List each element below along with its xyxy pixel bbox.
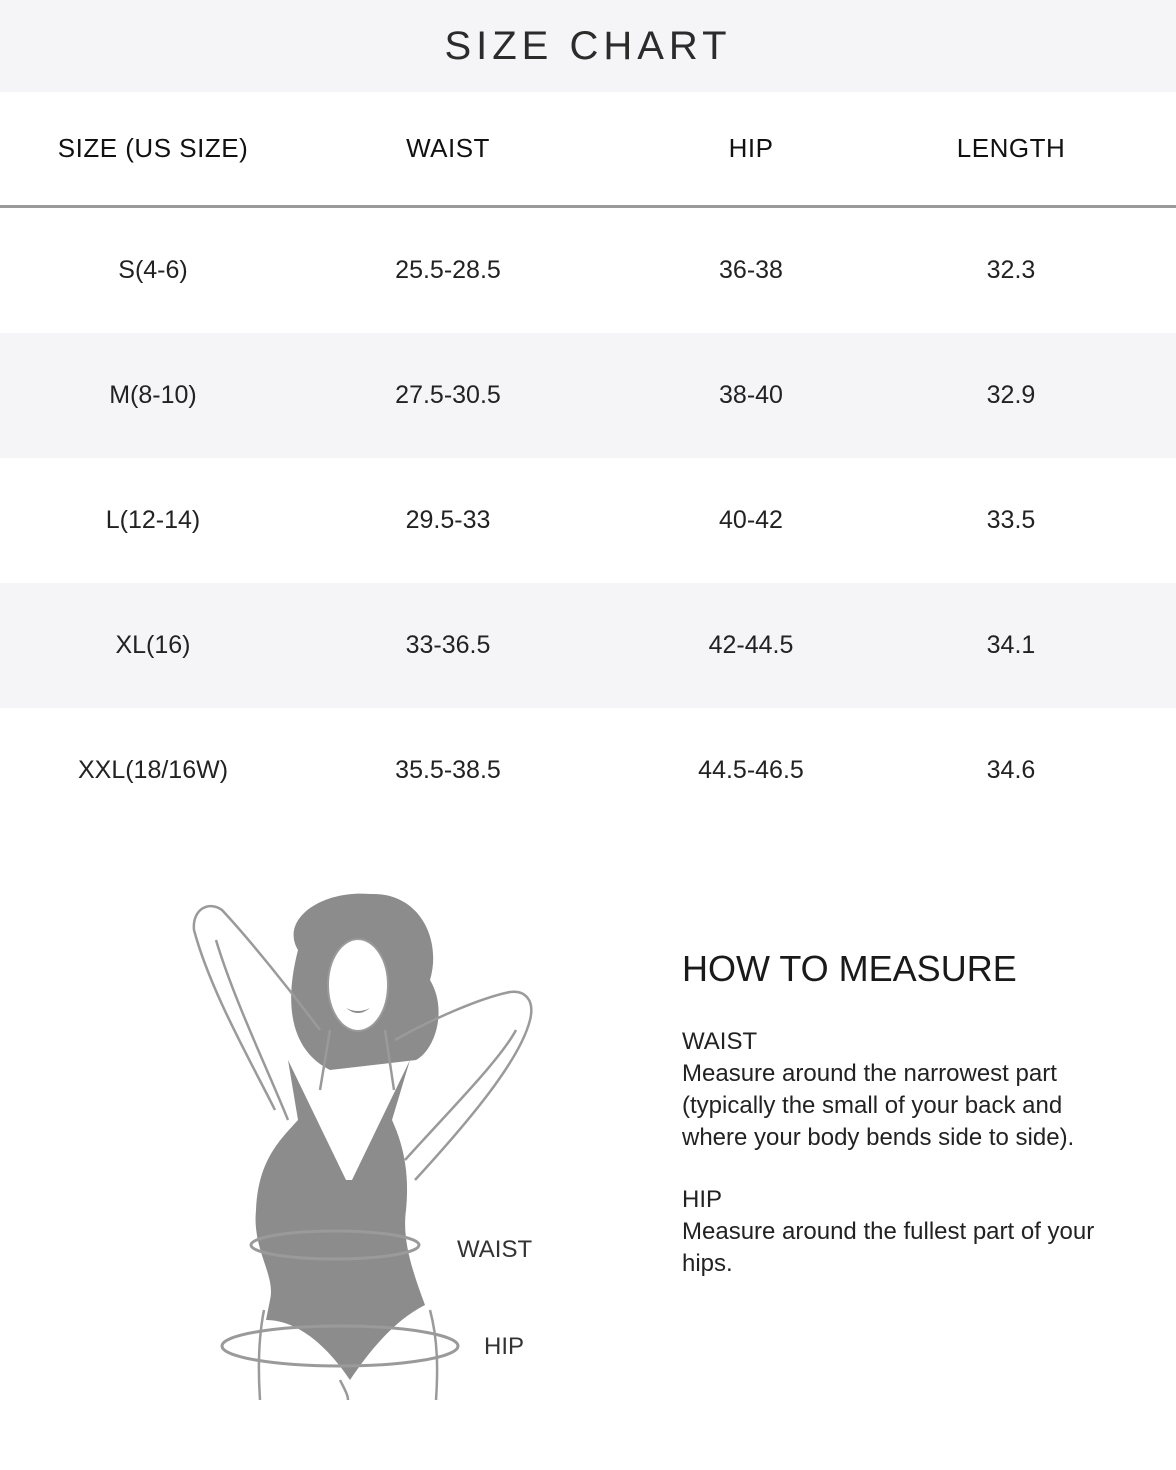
cell-waist: 35.5-38.5	[395, 756, 501, 784]
measure-item-hip	[682, 1184, 1102, 1280]
inner-leg-outline	[340, 1380, 348, 1400]
cell-size: S(4-6)	[118, 256, 188, 284]
cell-hip: 44.5-46.5	[698, 756, 804, 784]
cell-waist: 33-36.5	[405, 631, 491, 659]
cell-length: 32.9	[986, 381, 1036, 409]
cell-waist: 27.5-30.5	[395, 381, 501, 409]
measure-item-desc: Measure around the fullest part of your hips.	[682, 1218, 1095, 1277]
swimsuit-shape	[256, 1060, 425, 1380]
cell-length: 34.1	[986, 631, 1036, 659]
cell-hip: 42-44.5	[708, 631, 794, 659]
size-table	[0, 92, 1176, 833]
measure-item-title: WAIST	[682, 1028, 758, 1055]
waist-figure-label: WAIST	[457, 1236, 533, 1263]
title-band	[0, 0, 1176, 92]
left-arm-inner	[216, 940, 288, 1120]
cell-hip: 38-40	[719, 381, 783, 409]
face-shape	[328, 939, 388, 1031]
measure-item-waist	[682, 1026, 1102, 1154]
measure-item-desc: Measure around the narrowest part (typically the small of your back and where your body bends side to side).	[682, 1060, 1075, 1151]
left-leg-outline	[259, 1310, 264, 1400]
cell-hip: 36-38	[719, 256, 783, 284]
header-length: LENGTH	[956, 133, 1066, 163]
table-row	[0, 458, 1176, 583]
right-leg-outline	[430, 1310, 437, 1400]
header-hip: HIP	[728, 133, 774, 163]
cell-size: L(12-14)	[105, 506, 201, 534]
measure-item-title: HIP	[682, 1186, 723, 1213]
cell-size: XXL(18/16W)	[77, 756, 229, 784]
cell-size: M(8-10)	[109, 381, 197, 409]
measurement-figure	[180, 880, 560, 1420]
cell-length: 34.6	[986, 756, 1036, 784]
cell-waist: 25.5-28.5	[395, 256, 501, 284]
table-header	[0, 92, 1176, 208]
page-title: SIZE CHART	[444, 23, 732, 68]
cell-hip: 40-42	[719, 506, 783, 534]
cell-length: 33.5	[986, 506, 1036, 534]
table-row	[0, 333, 1176, 458]
measure-heading: HOW TO MEASURE	[682, 948, 1017, 989]
how-to-measure	[682, 948, 1102, 1310]
table-row	[0, 708, 1176, 833]
header-waist: WAIST	[406, 133, 490, 163]
table-row	[0, 208, 1176, 333]
cell-waist: 29.5-33	[405, 506, 491, 534]
hip-figure-label: HIP	[484, 1333, 525, 1360]
header-size: SIZE (US SIZE)	[57, 133, 249, 163]
table-row	[0, 583, 1176, 708]
cell-size: XL(16)	[115, 631, 191, 659]
cell-length: 32.3	[986, 256, 1036, 284]
